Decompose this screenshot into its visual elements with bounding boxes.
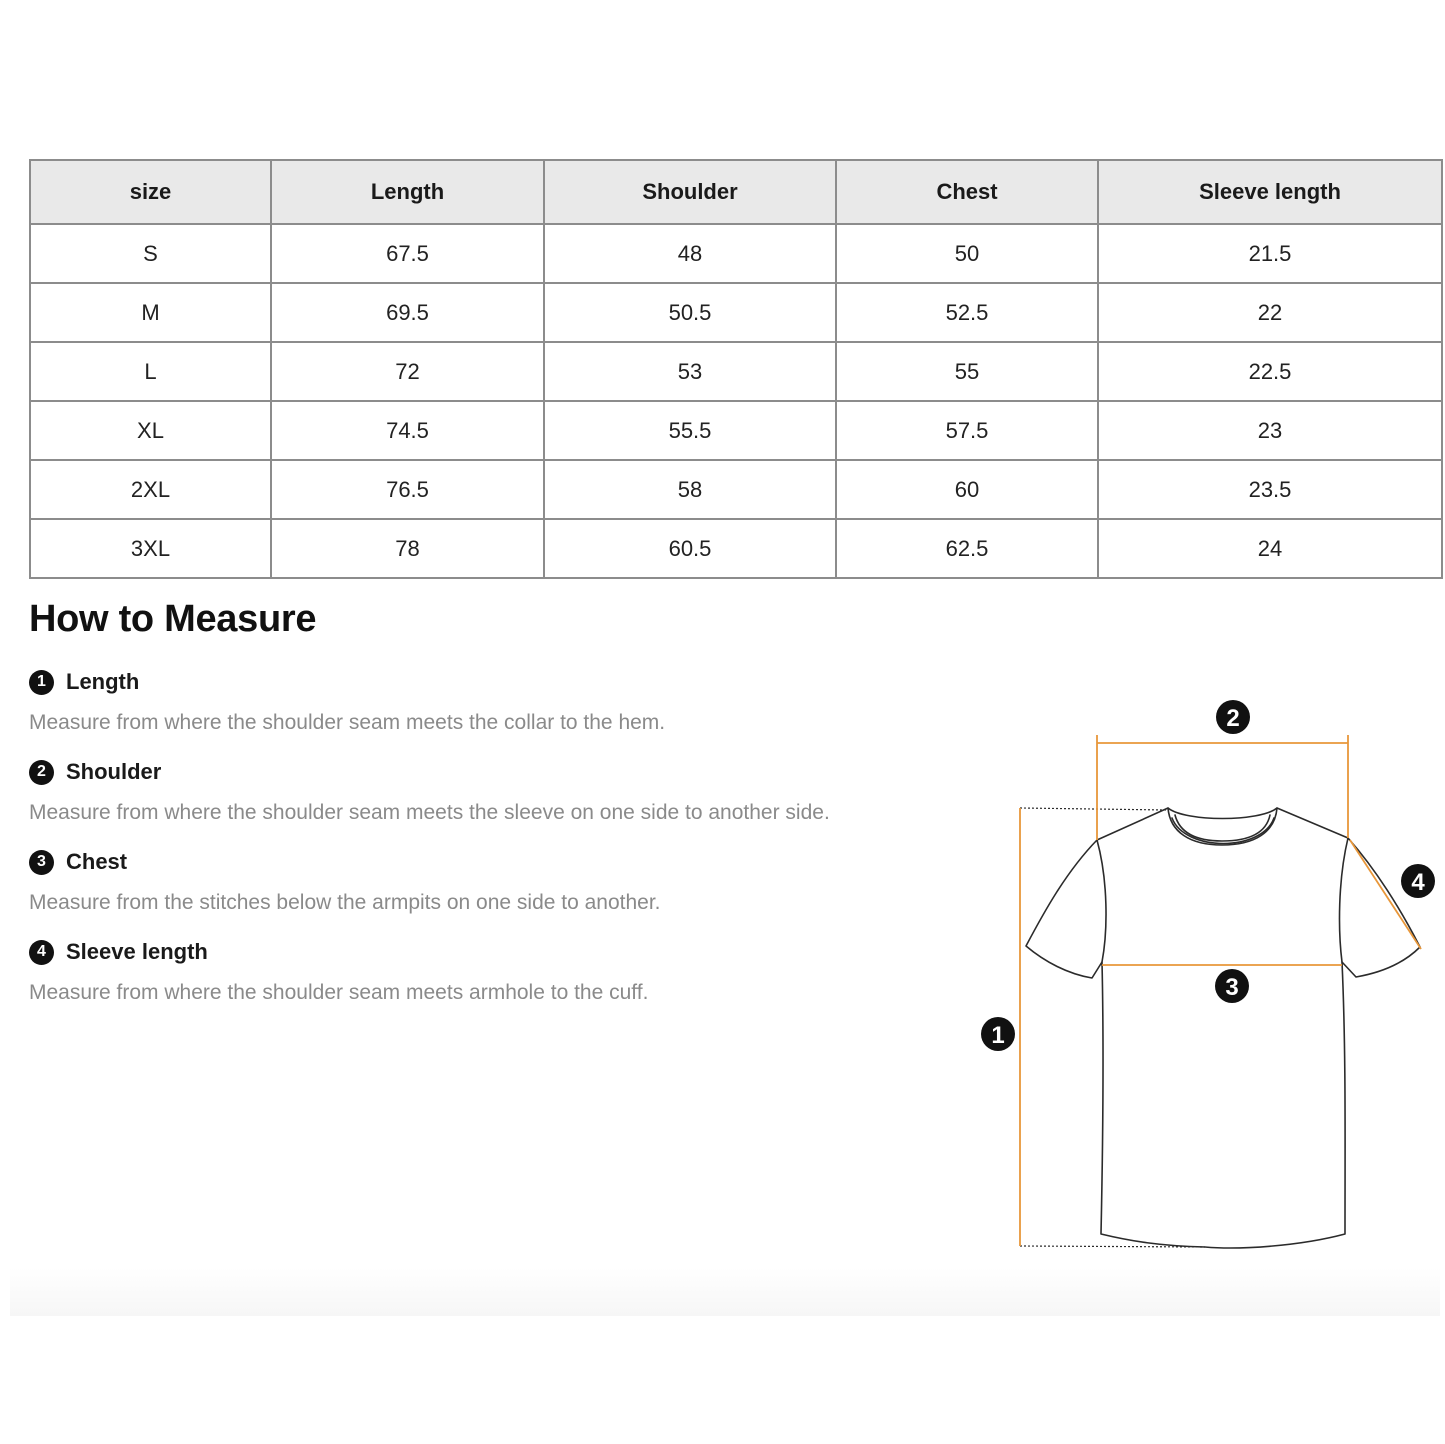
table-cell: 3XL (30, 519, 271, 578)
header-length: Length (271, 160, 544, 224)
marker-badge-2 (1216, 700, 1250, 734)
table-row (30, 519, 1442, 578)
guide-lines (1020, 808, 1205, 1247)
step-description: Measure from where the shoulder seam meets the collar to the hem. (29, 711, 666, 734)
step-label: Sleeve length (66, 939, 208, 964)
step-number-badge: 4 (29, 940, 54, 965)
table-row (30, 342, 1442, 401)
table-cell: 58 (544, 460, 836, 519)
step-description: Measure from the stitches below the armpits on one side to another. (29, 891, 661, 914)
marker-label: 1 (991, 1022, 1005, 1049)
section-title: How to Measure (29, 598, 317, 640)
table-row (30, 460, 1442, 519)
table-cell: 2XL (30, 460, 271, 519)
header-size: size (30, 160, 271, 224)
step-length (29, 667, 929, 735)
table-cell: 72 (271, 342, 544, 401)
step-description: Measure from where the shoulder seam meets the sleeve on one side to another side. (29, 801, 830, 824)
header-chest: Chest (836, 160, 1098, 224)
table-cell: 55.5 (544, 401, 836, 460)
table-cell: 55 (836, 342, 1098, 401)
step-description: Measure from where the shoulder seam meets armhole to the cuff. (29, 981, 649, 1004)
marker-badge-3 (1215, 969, 1249, 1003)
step-number-badge: 2 (29, 760, 54, 785)
size-chart-table (29, 159, 1443, 579)
table-row (30, 283, 1442, 342)
marker-label: 2 (1226, 705, 1240, 732)
tshirt-outline (1026, 808, 1420, 1248)
table-cell: 23 (1098, 401, 1442, 460)
step-label: Length (66, 669, 140, 694)
table-cell: 76.5 (271, 460, 544, 519)
table-cell: 60 (836, 460, 1098, 519)
table-cell: 52.5 (836, 283, 1098, 342)
table-cell: 69.5 (271, 283, 544, 342)
step-chest (29, 847, 929, 915)
table-cell: 50 (836, 224, 1098, 283)
bottom-background-band (10, 1268, 1440, 1316)
table-cell: 22.5 (1098, 342, 1442, 401)
table-cell: 53 (544, 342, 836, 401)
table-cell: 50.5 (544, 283, 836, 342)
table-cell: 48 (544, 224, 836, 283)
step-label: Shoulder (66, 759, 162, 784)
step-label: Chest (66, 849, 128, 874)
table-cell: 60.5 (544, 519, 836, 578)
table-cell: XL (30, 401, 271, 460)
table-cell: S (30, 224, 271, 283)
table-cell: 24 (1098, 519, 1442, 578)
table-cell: L (30, 342, 271, 401)
table-row (30, 401, 1442, 460)
marker-badge-1 (981, 1017, 1015, 1051)
marker-label: 4 (1411, 869, 1425, 896)
step-sleeve-length (29, 937, 929, 1005)
table-cell: 23.5 (1098, 460, 1442, 519)
table-cell: 62.5 (836, 519, 1098, 578)
step-number-badge: 3 (29, 850, 54, 875)
step-number-badge: 1 (29, 670, 54, 695)
table-cell: 74.5 (271, 401, 544, 460)
marker-label: 3 (1225, 974, 1239, 1001)
table-cell: M (30, 283, 271, 342)
header-sleeve-length: Sleeve length (1098, 160, 1442, 224)
header-shoulder: Shoulder (544, 160, 836, 224)
tshirt-measurement-diagram (960, 680, 1445, 1270)
table-row (30, 224, 1442, 283)
table-cell: 67.5 (271, 224, 544, 283)
table-header-row (30, 160, 1442, 224)
step-shoulder (29, 757, 929, 825)
table-cell: 78 (271, 519, 544, 578)
marker-badge-4 (1401, 864, 1435, 898)
table-cell: 22 (1098, 283, 1442, 342)
table-cell: 21.5 (1098, 224, 1442, 283)
table-cell: 57.5 (836, 401, 1098, 460)
